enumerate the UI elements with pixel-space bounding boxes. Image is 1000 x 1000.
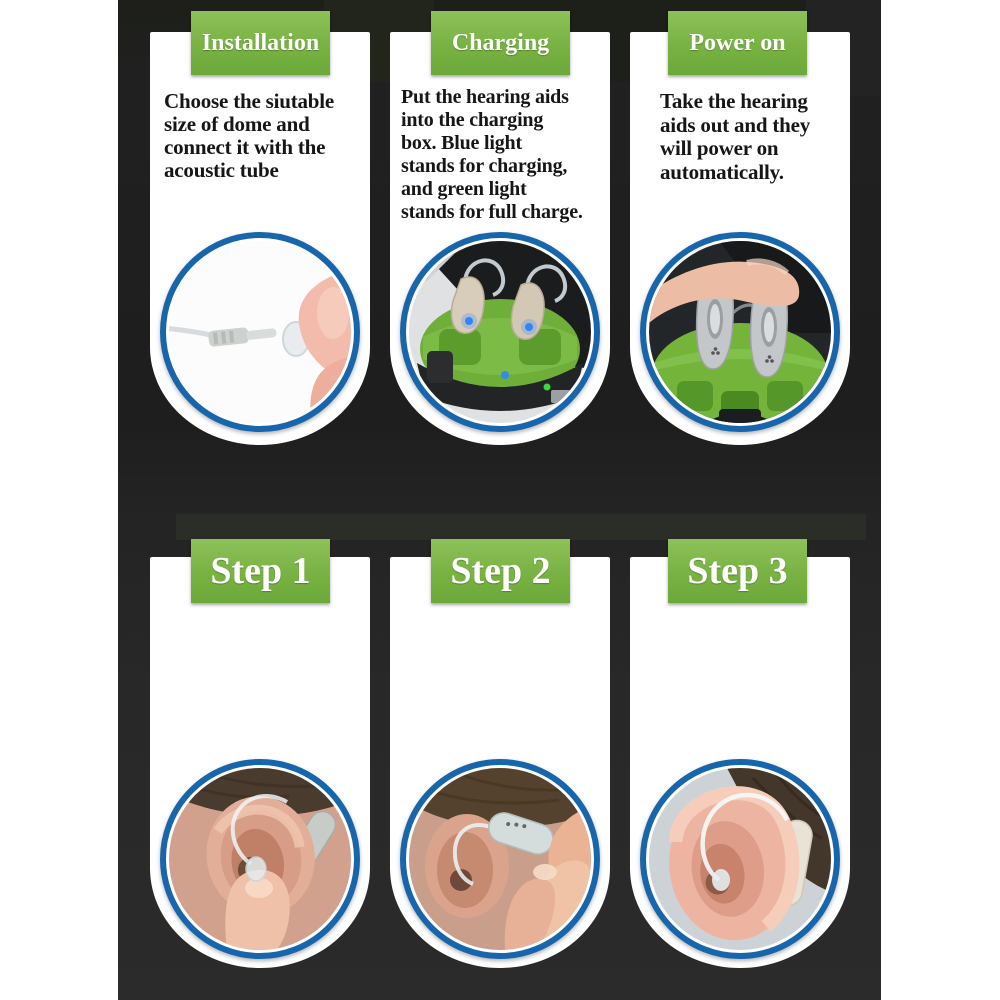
description-line: stands for charging, <box>401 155 568 177</box>
hearing-aids-in-charging-box-photo <box>409 241 591 423</box>
header-step-3: Step 3 <box>668 539 807 603</box>
description-line: aids out and they <box>660 112 811 137</box>
place-aid-behind-ear-photo <box>409 768 591 950</box>
description-line: Put the hearing aids <box>401 86 569 108</box>
circle-frame <box>400 232 600 432</box>
dome-and-acoustic-tube-photo <box>169 241 351 423</box>
take-aids-out-of-charger-photo <box>649 241 831 423</box>
description-line: Take the hearing <box>660 89 808 113</box>
header-power-on: Power on <box>668 11 807 75</box>
header-charging: Charging <box>431 11 570 75</box>
description-line: size of dome and <box>164 112 310 136</box>
circle-frame <box>160 759 360 959</box>
description-line: will power on <box>660 136 779 160</box>
circle-frame <box>640 232 840 432</box>
circle-frame <box>160 232 360 432</box>
description-line: Choose the siutable <box>164 89 335 113</box>
description-installation <box>164 90 334 182</box>
description-charging <box>401 86 583 224</box>
circle-frame <box>400 759 600 959</box>
description-line: acoustic tube <box>164 158 279 182</box>
description-line: connect it with the <box>164 135 326 159</box>
header-installation: Installation <box>191 11 330 75</box>
ear-wearing-aid-photo <box>649 768 831 950</box>
header-step-2: Step 2 <box>431 539 570 603</box>
header-step-1: Step 1 <box>191 539 330 603</box>
description-line: box. Blue light <box>401 132 522 154</box>
circle-frame <box>640 759 840 959</box>
description-line: into the charging <box>401 109 544 131</box>
description-power-on <box>660 90 810 184</box>
background-band <box>176 514 866 540</box>
insert-dome-into-ear-photo <box>169 768 351 950</box>
description-line: automatically. <box>660 159 784 184</box>
description-line: and green light <box>401 178 527 200</box>
description-line: stands for full charge. <box>401 201 583 223</box>
instruction-poster <box>118 0 881 1000</box>
